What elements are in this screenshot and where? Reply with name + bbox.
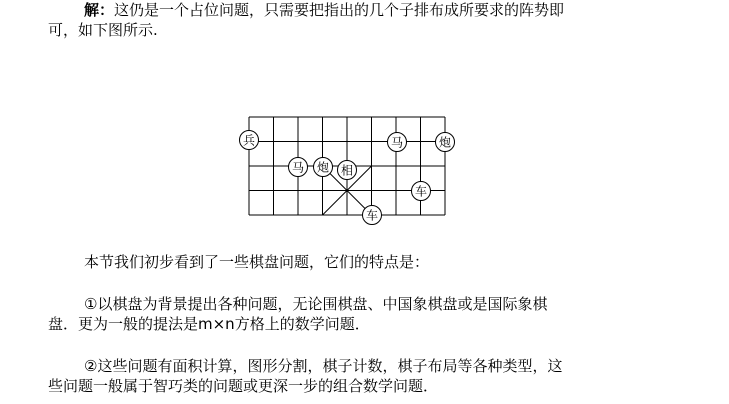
point2-line-1: ②这些问题有面积计算，图形分割，棋子计数，棋子布局等各种类型，这	[84, 357, 563, 375]
point1-line-1: ①以棋盘为背景提出各种问题，无论围棋盘、中国象棋盘或是国际象棋	[84, 295, 548, 313]
point2-line-2: 些问题一般属于智巧类的问题或更深一步的组合数学问题．	[48, 377, 439, 395]
summary-intro: 本节我们初步看到了一些棋盘问题，它们的特点是：	[84, 253, 430, 271]
piece-label: 兵	[242, 133, 256, 148]
piece-label: 炮	[316, 160, 330, 175]
piece-label: 相	[340, 163, 354, 178]
chess-piece	[240, 131, 259, 150]
piece-label: 车	[414, 184, 428, 199]
chess-piece	[363, 206, 382, 225]
chess-piece	[338, 161, 357, 180]
piece-label: 车	[365, 208, 379, 223]
chess-piece	[314, 158, 333, 177]
piece-label: 炮	[438, 135, 452, 150]
chess-piece	[412, 182, 431, 201]
piece-label: 马	[291, 160, 305, 175]
chess-piece	[388, 133, 407, 152]
solution-line-2: 可，如下图所示.	[48, 21, 158, 39]
solution-text-1: 这仍是一个占位问题，只需要把指出的几个子排布成所要求的阵势即	[114, 1, 565, 19]
chess-piece	[436, 133, 455, 152]
chess-piece	[289, 158, 308, 177]
point1-line-2: 盘．更为一般的提法是m×n方格上的数学问题．	[48, 315, 370, 333]
solution-label: 解：	[84, 1, 115, 19]
piece-label: 马	[390, 135, 404, 150]
